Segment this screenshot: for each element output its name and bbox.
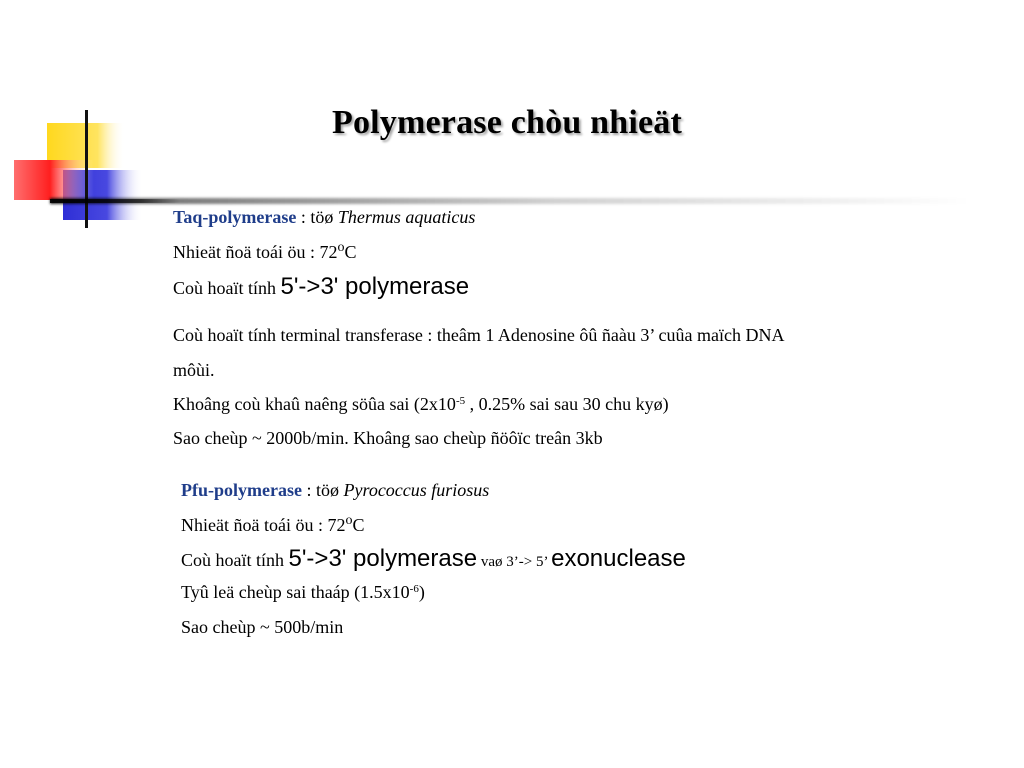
taq-temperature — [173, 241, 356, 263]
taq-header — [173, 206, 475, 228]
taq-activity-big: 5'->3' polymerase — [280, 273, 470, 300]
taq-error-post: , 0.25% sai sau 30 chu kyø) — [465, 394, 669, 414]
pfu-temp-unit: C — [352, 515, 365, 535]
title-underline — [50, 198, 970, 204]
pfu-header — [181, 479, 489, 501]
taq-error-rate — [173, 393, 669, 415]
taq-error-exp: -5 — [455, 395, 466, 407]
pfu-activity-mid: vaø 3’-> 5’ — [477, 554, 552, 570]
taq-temp-unit: C — [344, 242, 357, 262]
pfu-speed: Sao cheùp ~ 500b/min — [181, 617, 344, 637]
pfu-degree: o — [345, 513, 353, 528]
pfu-organism: Pyrococcus furiosus — [343, 480, 490, 500]
pfu-activity — [181, 545, 686, 576]
taq-activity-prefix: Coù hoaït tính — [173, 278, 281, 298]
pfu-error-pre: Tyû leä cheùp sai thaáp (1.5x10 — [181, 582, 410, 602]
pfu-temp-text: Nhieät ñoä toái öu : 72 — [181, 515, 346, 535]
pfu-name: Pfu-polymerase — [181, 480, 302, 500]
taq-degree: o — [337, 240, 345, 255]
taq-error-pre: Khoâng coù khaû naêng söûa sai (2x10 — [173, 394, 456, 414]
taq-source-sep: : töø — [296, 207, 338, 227]
taq-terminal-line1: Coù hoaït tính terminal transferase : theâm 1 Adenosine ôû ñaàu 3’ cuûa maïch DNA — [173, 325, 785, 345]
taq-terminal-line2: môùi. — [173, 360, 215, 380]
pfu-activity-big: 5'->3' polymerase — [288, 545, 478, 572]
taq-speed: Sao cheùp ~ 2000b/min. Khoâng sao cheùp ñöôïc treân 3kb — [173, 428, 603, 448]
pfu-activity-prefix: Coù hoaït tính — [181, 550, 289, 570]
pfu-error-post: ) — [418, 582, 425, 602]
taq-name: Taq-polymerase — [173, 207, 297, 227]
pfu-activity-big2: exonuclease — [551, 545, 686, 572]
pfu-error-exp: -6 — [409, 583, 419, 595]
taq-activity — [173, 273, 469, 302]
slide-title: Polymerase chòu nhieät — [331, 104, 683, 141]
pfu-error-rate — [181, 581, 425, 603]
pfu-source-sep: : töø — [301, 480, 344, 500]
taq-organism: Thermus aquaticus — [337, 207, 476, 227]
taq-temp-text: Nhieät ñoä toái öu : 72 — [173, 242, 338, 262]
pfu-temperature — [181, 514, 364, 536]
